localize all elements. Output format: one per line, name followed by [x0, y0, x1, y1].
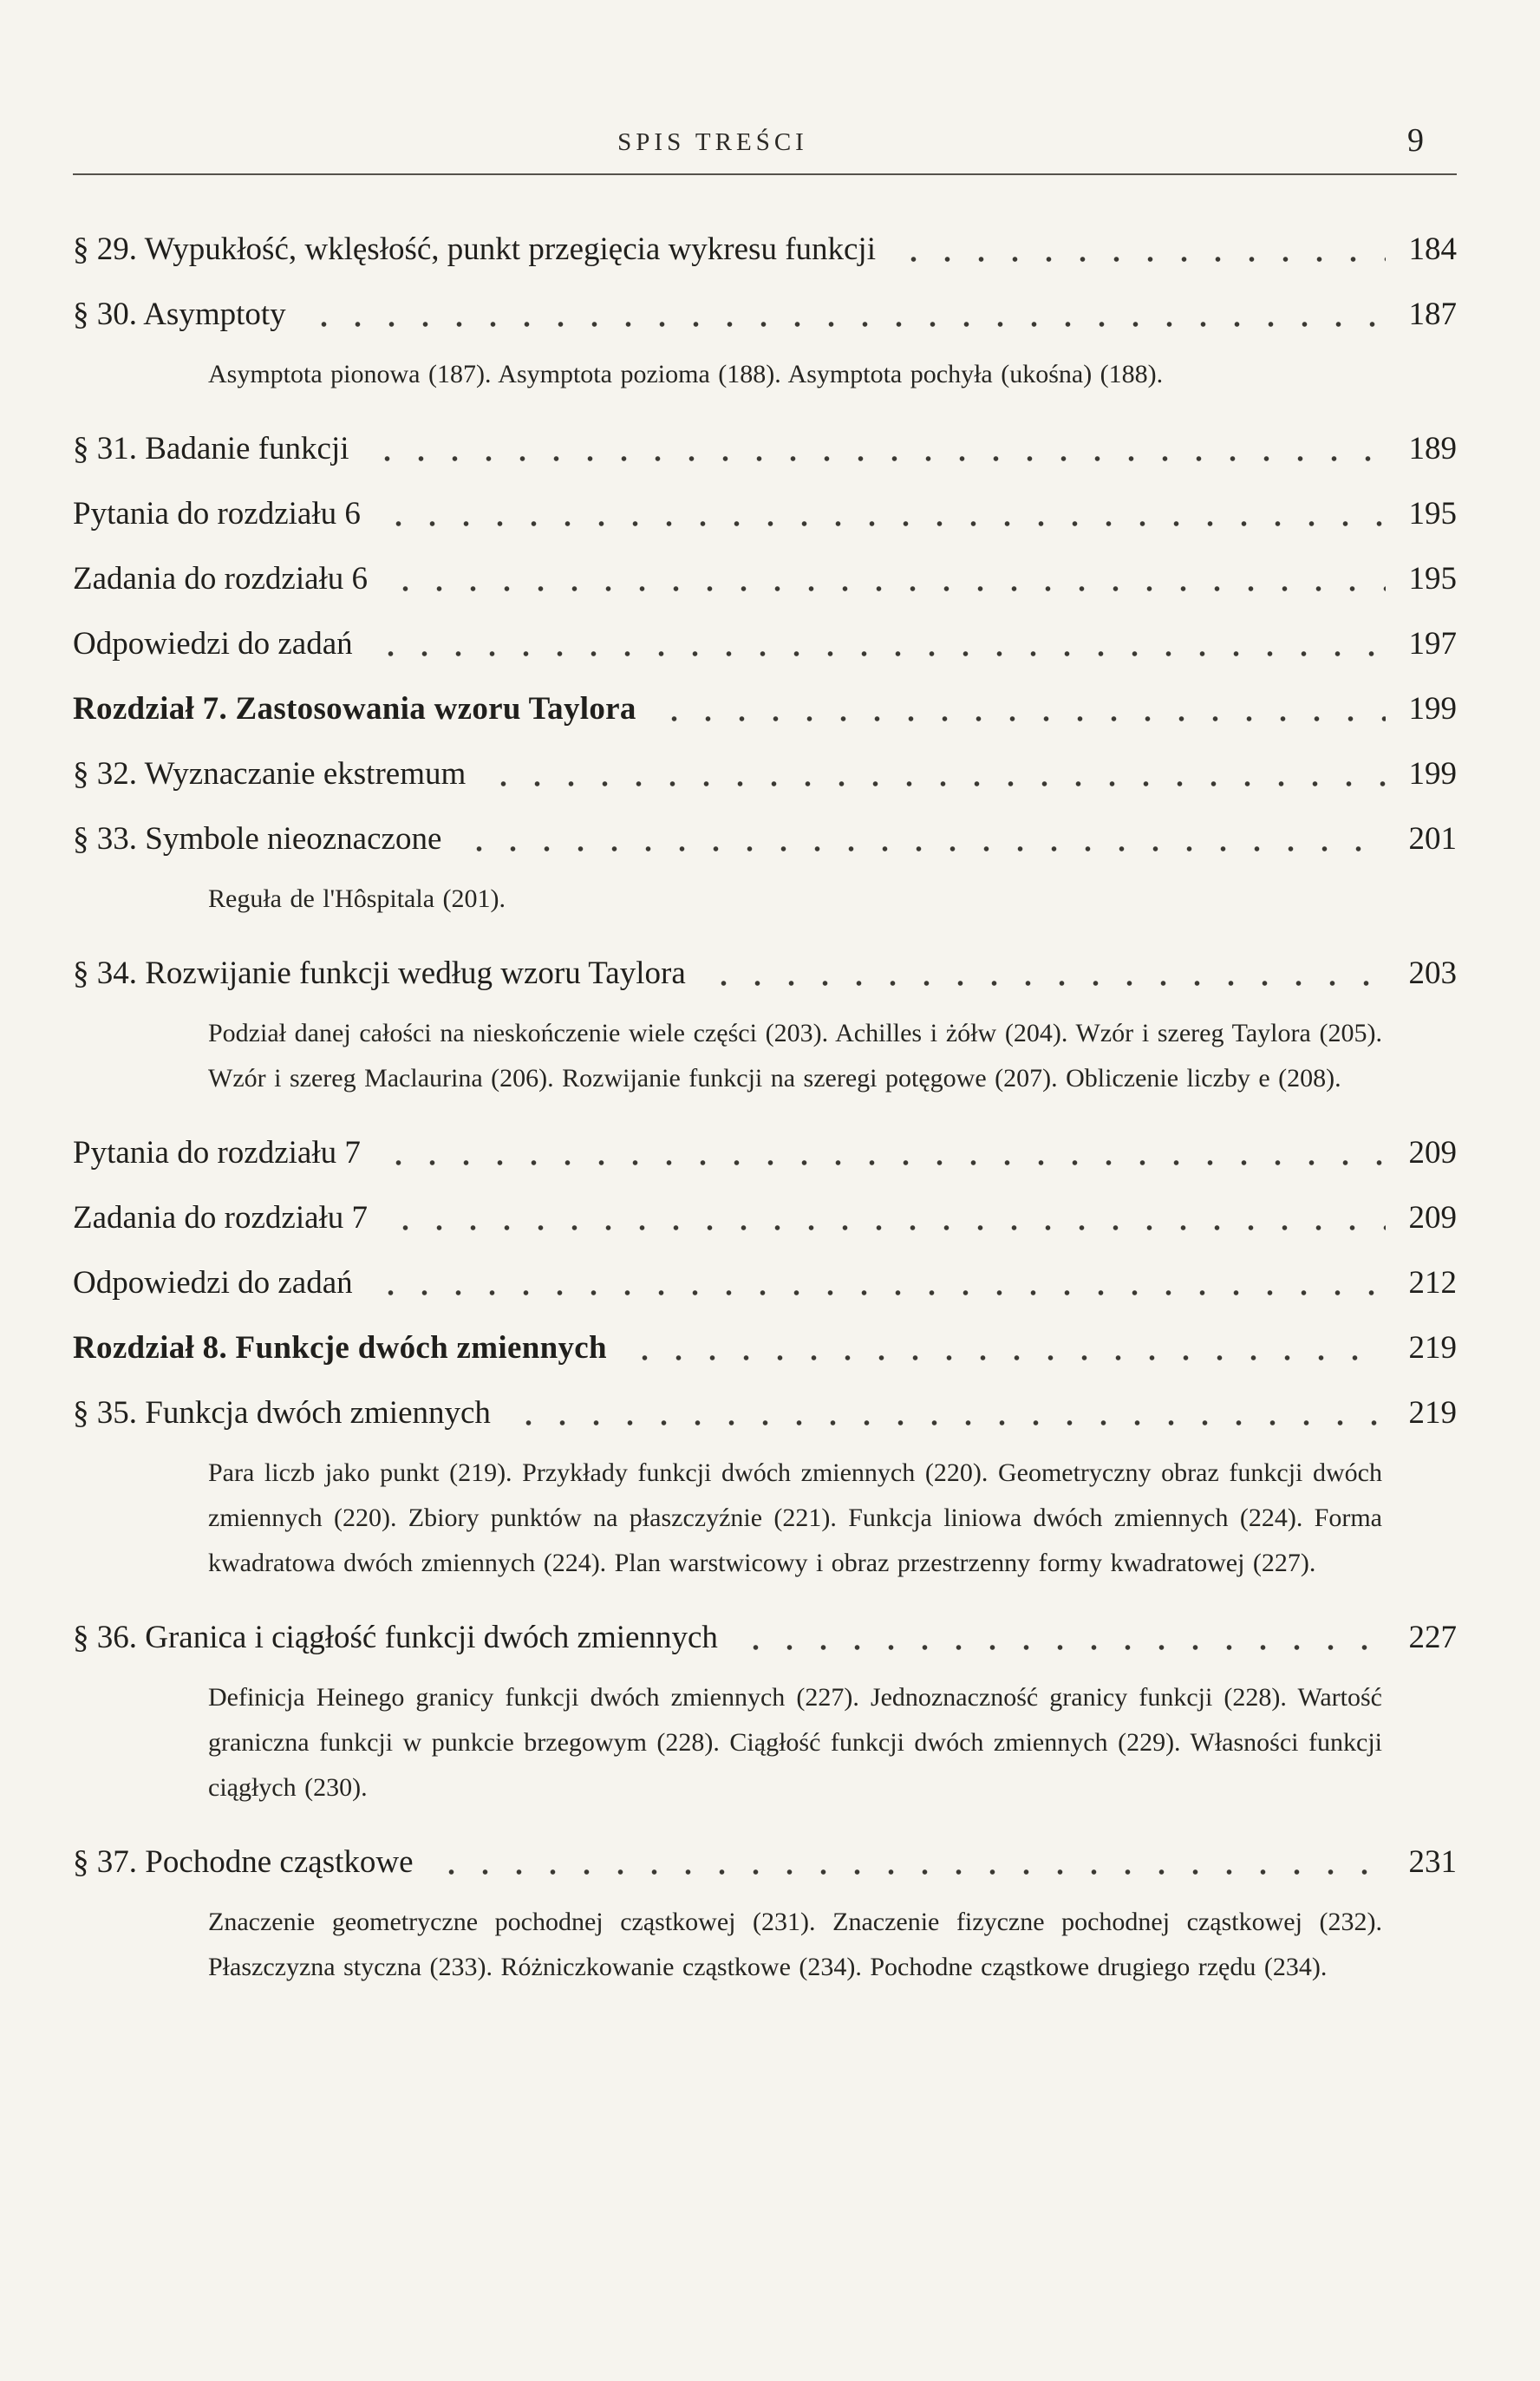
- toc-entry-row: [73, 1262, 1457, 1304]
- dot-leader: [657, 696, 1386, 722]
- toc-entry-row: [73, 294, 1457, 336]
- toc-subnote: Definicja Heinego granicy funkcji dwóch zmiennych (227). Jednoznaczność granicy funkcji (228). Wartość graniczna funkcji w punkcie brzegowym (228). Ciągłość funkcji dwóch zmiennych (229). Własności funkcji ciągłych (230).: [208, 1683, 1382, 1802]
- toc-entry-row: [73, 1842, 1457, 1883]
- dot-leader: [388, 1205, 1386, 1231]
- toc-chapter-row: [73, 1327, 1457, 1369]
- dot-leader: [434, 1849, 1386, 1875]
- toc-entry-page: 201: [1408, 821, 1457, 857]
- toc-entry-label: § 35. Funkcja dwóch zmiennych: [73, 1395, 491, 1431]
- toc-entry-row: [73, 623, 1457, 665]
- dot-leader: [370, 436, 1386, 462]
- toc-entry-label: § 36. Granica i ciągłość funkcji dwóch zmiennych: [73, 1620, 718, 1655]
- dot-leader: [707, 961, 1386, 987]
- toc-entry-page: 231: [1408, 1844, 1457, 1880]
- toc-entry-page: 227: [1408, 1620, 1457, 1655]
- toc-chapter-row: [73, 688, 1457, 730]
- toc-entry-page: 195: [1408, 561, 1457, 597]
- toc-entry-label: Odpowiedzi do zadań: [73, 1265, 353, 1301]
- toc-entry-page: 219: [1408, 1395, 1457, 1431]
- toc-entry-label: § 31. Badanie funkcji: [73, 431, 349, 466]
- toc-entry-label: § 33. Symbole nieoznaczone: [73, 821, 442, 857]
- dot-leader: [382, 1140, 1386, 1166]
- toc-entry-row: [73, 753, 1457, 795]
- toc-entry-page: 209: [1408, 1135, 1457, 1171]
- toc-entry-page: 195: [1408, 496, 1457, 532]
- toc-entry-row: [73, 428, 1457, 470]
- toc-entry-label: § 37. Pochodne cząstkowe: [73, 1844, 414, 1880]
- toc-entry-page: 184: [1408, 232, 1457, 267]
- toc-entry-row: [73, 953, 1457, 995]
- toc-entry-row: [73, 493, 1457, 535]
- toc-entry-label: Pytania do rozdziału 7: [73, 1135, 361, 1171]
- toc-entry-label: Rozdział 7. Zastosowania wzoru Taylora: [73, 691, 636, 727]
- toc-list: [73, 229, 1457, 1990]
- toc-entry-row: [73, 819, 1457, 860]
- toc-entry-row: [73, 1617, 1457, 1659]
- toc-entry-page: 209: [1408, 1200, 1457, 1236]
- toc-entry-page: 219: [1408, 1330, 1457, 1366]
- dot-leader: [739, 1625, 1386, 1651]
- toc-entry-page: 199: [1408, 756, 1457, 792]
- dot-leader: [512, 1400, 1386, 1426]
- page-number: 9: [1407, 122, 1424, 159]
- toc-entry-label: Pytania do rozdziału 6: [73, 496, 361, 532]
- toc-entry-row: [73, 229, 1457, 271]
- toc-entry-label: Zadania do rozdziału 7: [73, 1200, 369, 1236]
- toc-entry-label: Odpowiedzi do zadań: [73, 626, 353, 662]
- toc-entry-page: 212: [1408, 1265, 1457, 1301]
- toc-entry-label: § 34. Rozwijanie funkcji według wzoru Taylora: [73, 956, 686, 991]
- toc-entry-page: 197: [1408, 626, 1457, 662]
- toc-entry-row: [73, 1132, 1457, 1174]
- page-header: [73, 122, 1457, 173]
- toc-subnote: Reguła de l'Hôspitala (201).: [208, 884, 506, 913]
- header-rule: [73, 173, 1457, 175]
- toc-entry-label: § 30. Asymptoty: [73, 297, 286, 332]
- toc-entry-label: Zadania do rozdziału 6: [73, 561, 369, 597]
- toc-entry-page: 203: [1408, 956, 1457, 991]
- toc-entry-label: § 29. Wypukłość, wklęsłość, punkt przegięcia wykresu funkcji: [73, 232, 876, 267]
- dot-leader: [897, 237, 1386, 263]
- toc-entry-label: Rozdział 8. Funkcje dwóch zmiennych: [73, 1330, 607, 1366]
- dot-leader: [307, 302, 1386, 328]
- toc-entry-page: 189: [1408, 431, 1457, 466]
- dot-leader: [388, 566, 1386, 592]
- toc-subnote: Podział danej całości na nieskończenie wiele części (203). Achilles i żółw (204). Wzór i szereg Taylora (205). Wzór i szereg Maclaurina (206). Rozwijanie funkcji na szeregi potęgowe (207). Obliczenie liczby e (208).: [208, 1019, 1382, 1093]
- dot-leader: [382, 501, 1386, 527]
- toc-entry-row: [73, 1197, 1457, 1239]
- dot-leader: [628, 1335, 1386, 1361]
- toc-entry-page: 187: [1408, 297, 1457, 332]
- toc-title: SPIS TREŚCI: [617, 128, 808, 156]
- dot-leader: [486, 761, 1386, 787]
- toc-entry-page: 199: [1408, 691, 1457, 727]
- dot-leader: [374, 1270, 1386, 1296]
- toc-subnote: Asymptota pionowa (187). Asymptota pozioma (188). Asymptota pochyła (ukośna) (188).: [208, 360, 1164, 388]
- toc-entry-label: § 32. Wyznaczanie ekstremum: [73, 756, 467, 792]
- toc-entry-row: [73, 558, 1457, 600]
- toc-entry-row: [73, 1393, 1457, 1434]
- dot-leader: [374, 631, 1386, 657]
- toc-subnote: Para liczb jako punkt (219). Przykłady funkcji dwóch zmiennych (220). Geometryczny obraz funkcji dwóch zmiennych (220). Zbiory punktów na płaszczyźnie (221). Funkcja liniowa dwóch zmiennych (224). Forma kwadratowa dwóch zmiennych (224). Plan warstwicowy i obraz przestrzenny formy kwadratowej (227).: [208, 1458, 1382, 1577]
- dot-leader: [462, 826, 1386, 852]
- toc-subnote: Znaczenie geometryczne pochodnej cząstkowej (231). Znaczenie fizyczne pochodnej cząstkowej (232). Płaszczyzna styczna (233). Różniczkowanie cząstkowe (234). Pochodne cząstkowe drugiego rzędu (234).: [208, 1908, 1382, 1981]
